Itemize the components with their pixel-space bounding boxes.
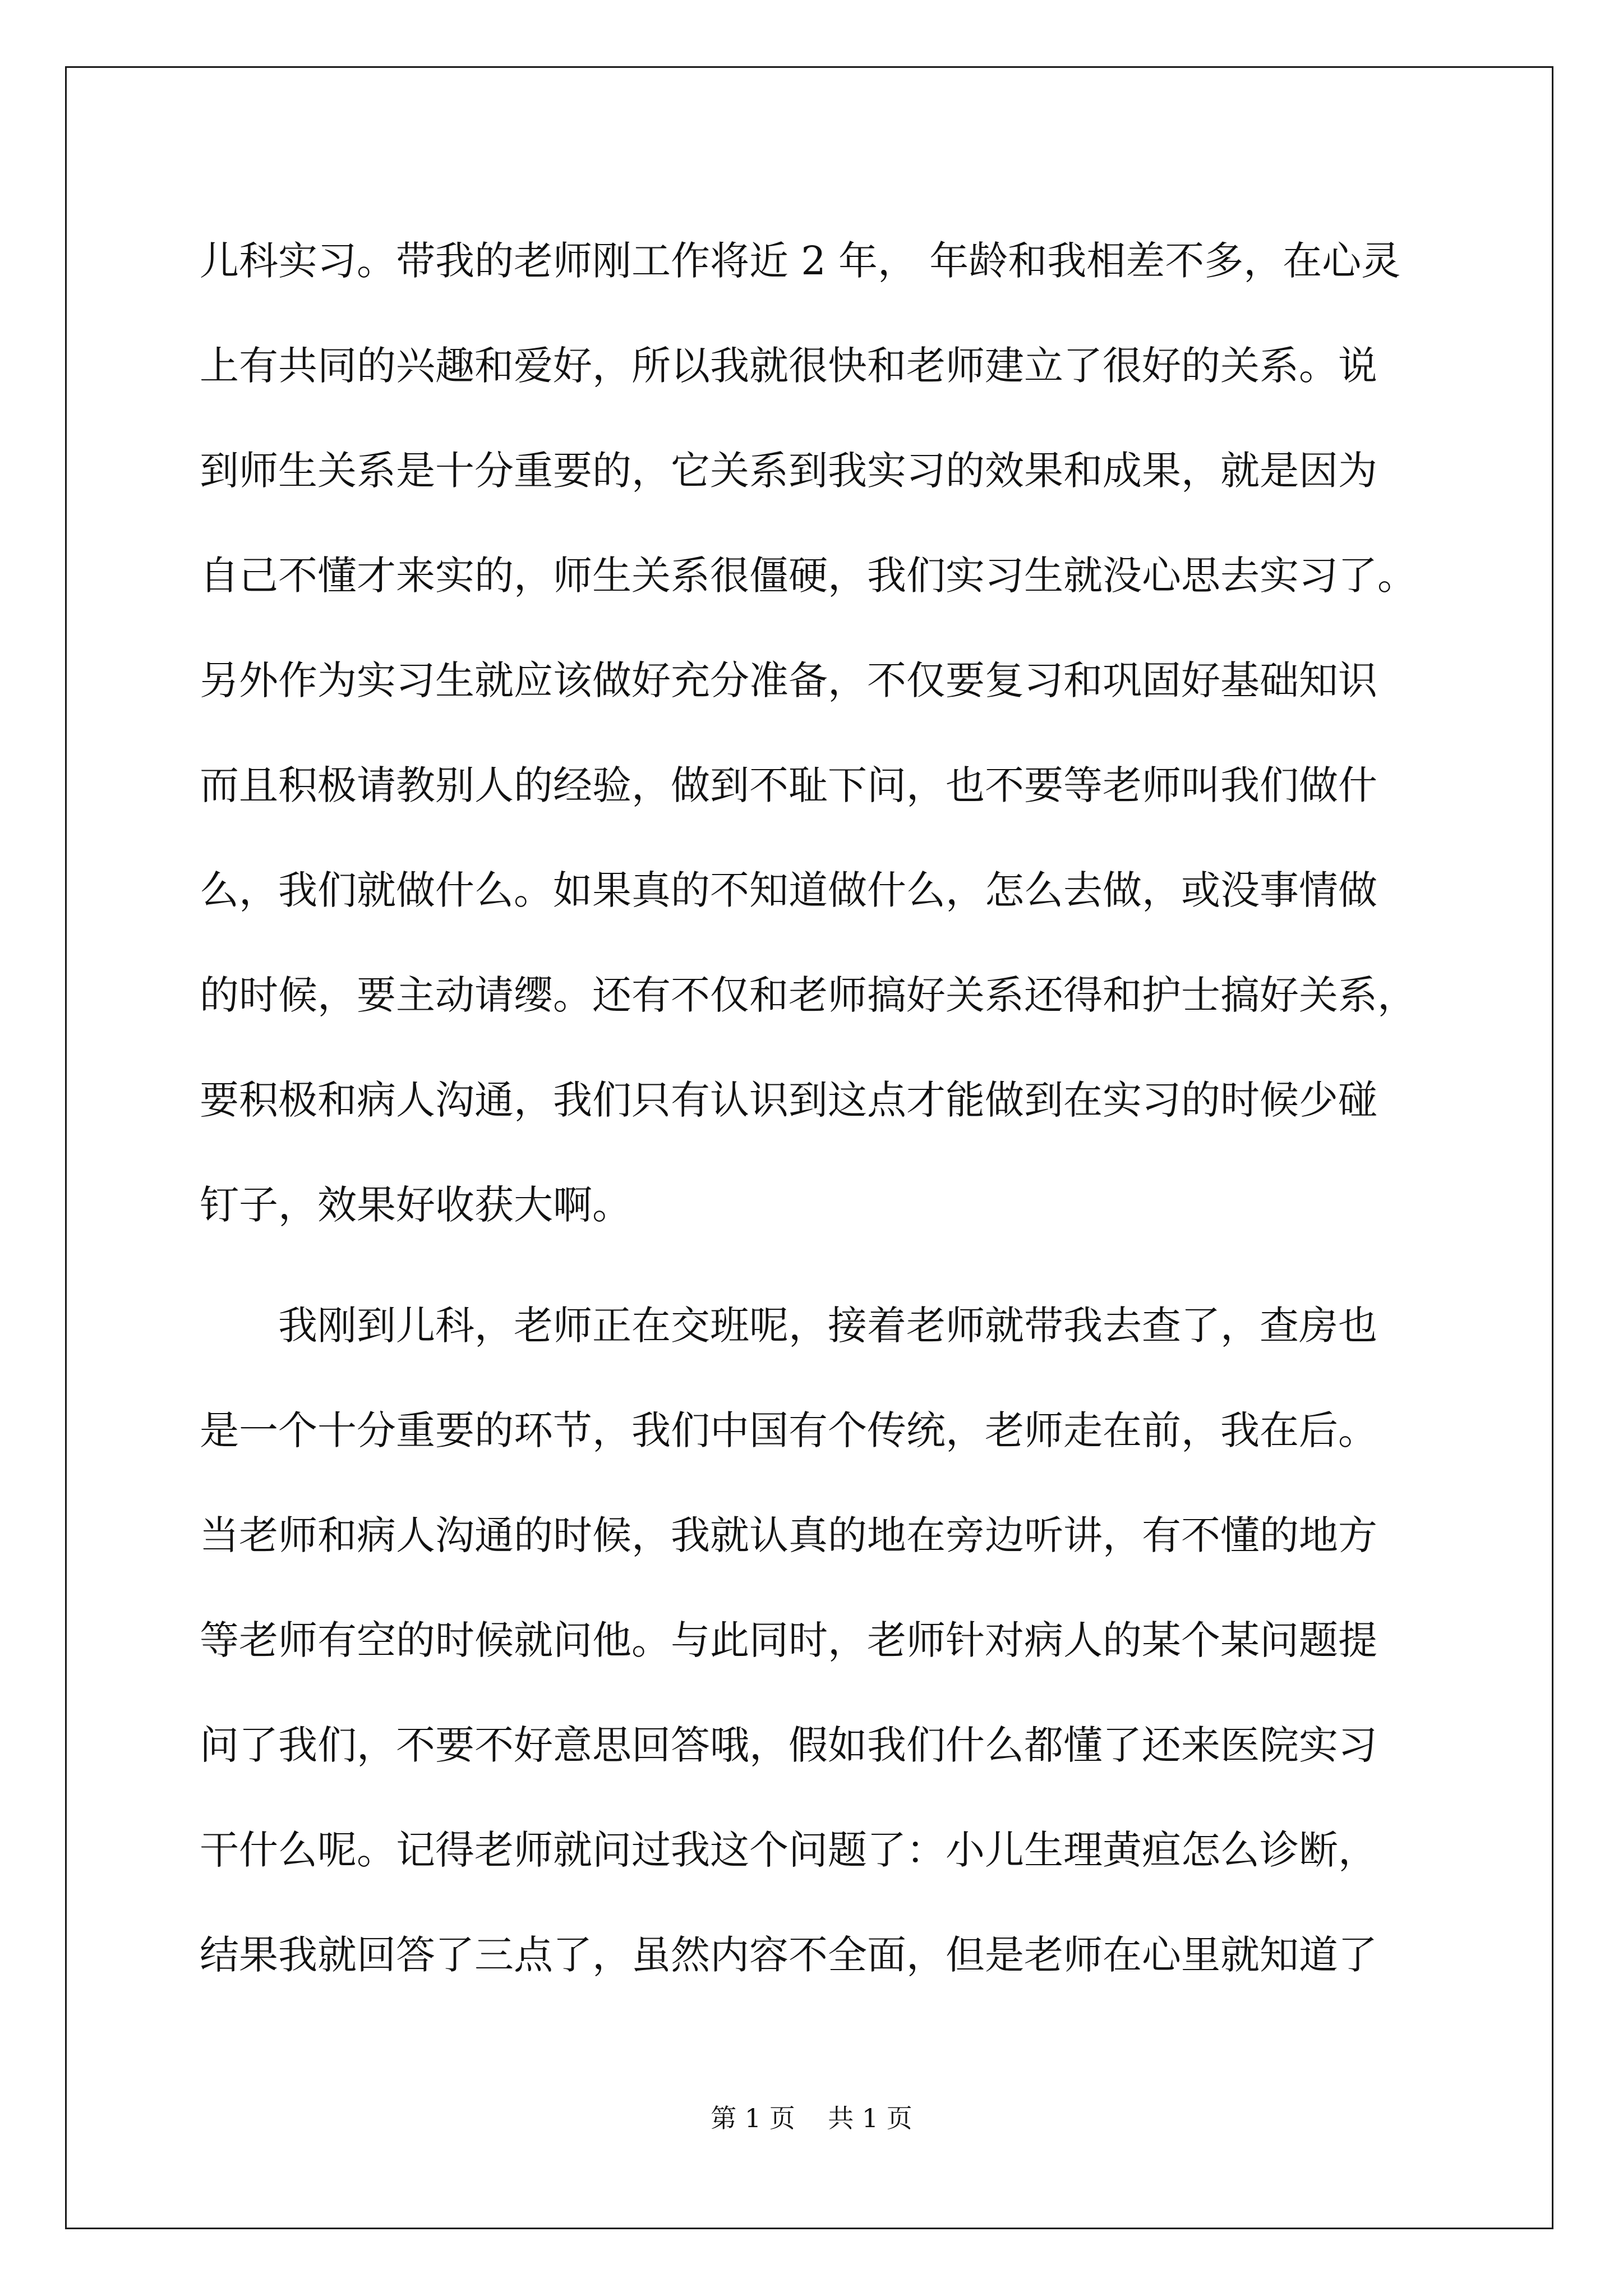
text-line: 么，我们就做什么。如果真的不知道做什么，怎么去做，或没事情做 (200, 867, 1377, 913)
text-line: 干什么呢。记得老师就问过我这个问题了：小儿生理黄疸怎么诊断， (200, 1827, 1377, 1873)
text-line: 儿科实习。带我的老师刚工作将近 2 年， 年龄和我相差不多，在心灵 (200, 238, 1401, 284)
text-line: 到师生关系是十分重要的，它关系到我实习的效果和成果，就是因为 (200, 448, 1377, 494)
paragraph-1 (200, 209, 1433, 1258)
text-line: 我刚到儿科，老师正在交班呢，接着老师就带我去查了，查房也 (200, 1303, 1377, 1349)
text-line: 问了我们，不要不好意思回答哦，假如我们什么都懂了还来医院实习 (200, 1722, 1377, 1768)
document-body (200, 209, 1433, 2008)
text-line: 的时候，要主动请缨。还有不仅和老师搞好关系还得和护士搞好关系， (200, 972, 1417, 1018)
text-line: 结果我就回答了三点了，虽然内容不全面，但是老师在心里就知道了 (200, 1932, 1377, 1978)
text-line: 另外作为实习生就应该做好充分准备，不仅要复习和巩固好基础知识 (200, 657, 1377, 703)
text-line: 上有共同的兴趣和爱好，所以我就很快和老师建立了很好的关系。说 (200, 343, 1377, 389)
text-line: 钉子，效果好收获大啊。 (200, 1182, 631, 1228)
text-line: 自己不懂才来实的，师生关系很僵硬，我们实习生就没心思去实习了。 (200, 553, 1417, 599)
paragraph-spacer (200, 1258, 1433, 1273)
text-line: 当老师和病人沟通的时候，我就认真的地在旁边听讲，有不懂的地方 (200, 1512, 1377, 1558)
paragraph-2 (200, 1273, 1433, 2008)
text-line: 是一个十分重要的环节，我们中国有个传统，老师走在前，我在后。 (200, 1407, 1377, 1453)
page-number-footer: 第 1 页 共 1 页 (711, 2103, 912, 2133)
text-line: 等老师有空的时候就问他。与此同时，老师针对病人的某个某问题提 (200, 1617, 1377, 1663)
text-line: 要积极和病人沟通，我们只有认识到这点才能做到在实习的时候少碰 (200, 1077, 1377, 1123)
text-line: 而且积极请教别人的经验，做到不耻下问，也不要等老师叫我们做什 (200, 762, 1377, 808)
